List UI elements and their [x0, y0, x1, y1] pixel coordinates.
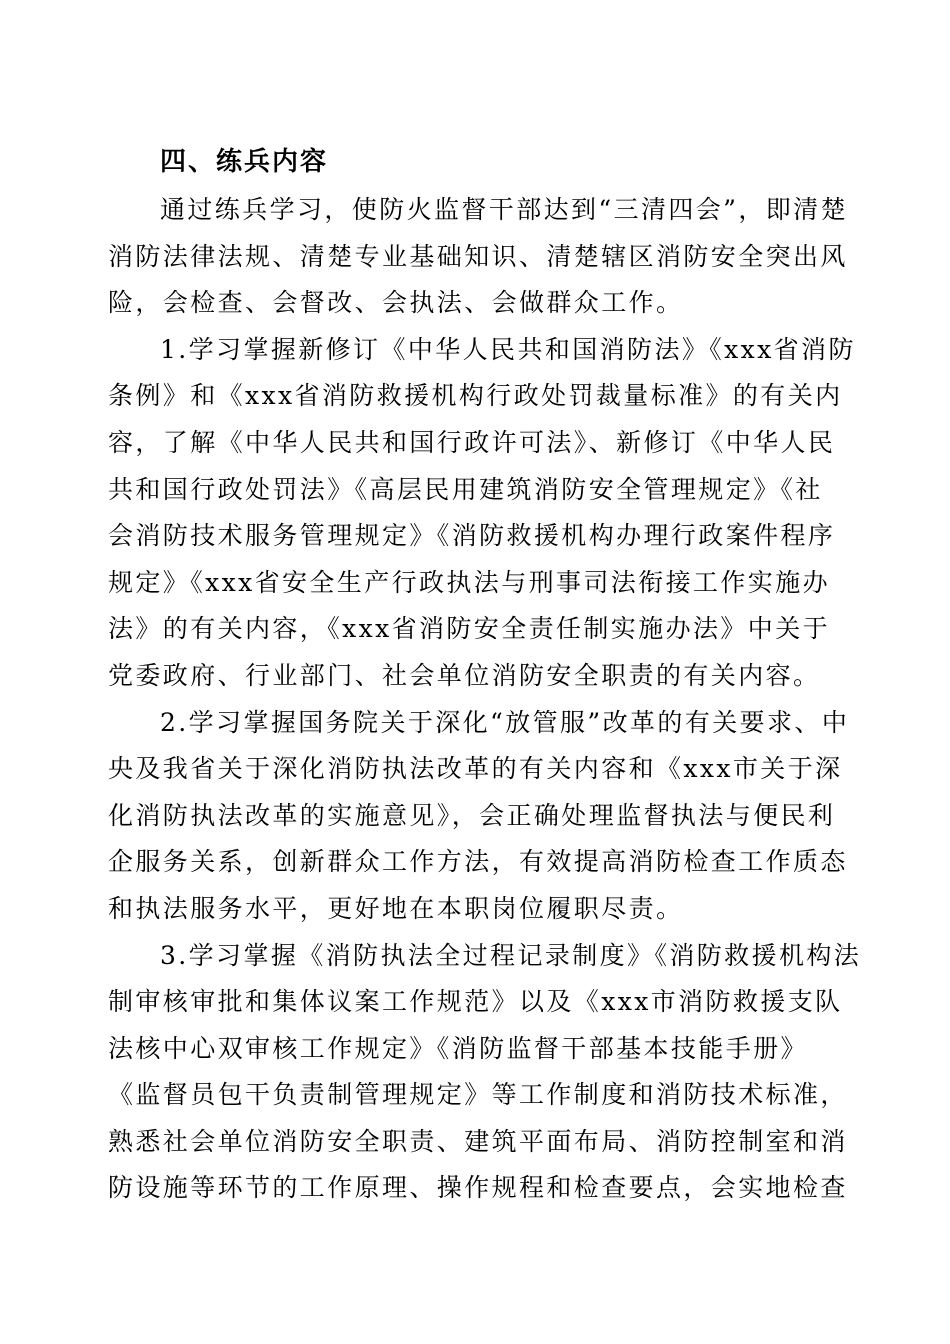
text-line: 央及我省关于深化消防执法改革的有关内容和《xxx市关于深 — [108, 754, 843, 784]
text-line: 会消防技术服务管理规定》《消防救援机构办理行政案件程序 — [108, 521, 836, 551]
text-line: 2.学习掌握国务院关于深化“放管服”改革的有关要求、中 — [160, 707, 850, 737]
text-line: 化消防执法改革的实施意见》，会正确处理监督执法与便民利 — [108, 800, 836, 830]
text-line: 规定》《xxx省安全生产行政执法与刑事司法衔接工作实施办 — [108, 567, 830, 597]
text-line: 企服务关系，创新群众工作方法，有效提高消防检查工作质态 — [108, 847, 848, 877]
text-line: 法核中心双审核工作规定》《消防监督干部基本技能手册》 — [108, 1033, 808, 1063]
text-line: 法》的有关内容，《xxx省消防安全责任制实施办法》中关于 — [108, 614, 830, 644]
text-line: 共和国行政处罚法》《高层民用建筑消防安全管理规定》《社 — [108, 474, 823, 504]
text-line: 险，会检查、会督改、会执法、会做群众工作。 — [108, 288, 684, 318]
text-line: 容，了解《中华人民共和国行政许可法》、新修订《中华人民 — [108, 427, 836, 457]
section-heading: 四、练兵内容 — [160, 147, 329, 177]
text-line: 制审核审批和集体议案工作规范》以及《xxx市消防救援支队 — [108, 987, 843, 1017]
text-line: 防设施等环节的工作原理、操作规程和检查要点，会实地检查 — [108, 1173, 848, 1203]
text-line: 消防法律法规、清楚专业基础知识、清楚辖区消防安全突出风 — [108, 241, 848, 271]
text-line: 1.学习掌握新修订《中华人民共和国消防法》《xxx省消防 — [160, 334, 856, 364]
text-line: 条例》和《xxx省消防救援机构行政处罚裁量标准》的有关内 — [108, 381, 843, 411]
text-line: 《监督员包干负责制管理规定》等工作制度和消防技术标准， — [108, 1080, 848, 1110]
text-line: 熟悉社会单位消防安全职责、建筑平面布局、消防控制室和消 — [108, 1126, 848, 1156]
document-body — [108, 187, 862, 1212]
text-line: 通过练兵学习，使防火监督干部达到“三清四会”，即清楚 — [160, 195, 848, 224]
text-line: 党委政府、行业部门、社会单位消防安全职责的有关内容。 — [108, 660, 821, 690]
text-line: 和执法服务水平，更好地在本职岗位履职尽责。 — [108, 893, 684, 923]
text-line: 3.学习掌握《消防执法全过程记录制度》《消防救援机构法 — [160, 940, 862, 970]
